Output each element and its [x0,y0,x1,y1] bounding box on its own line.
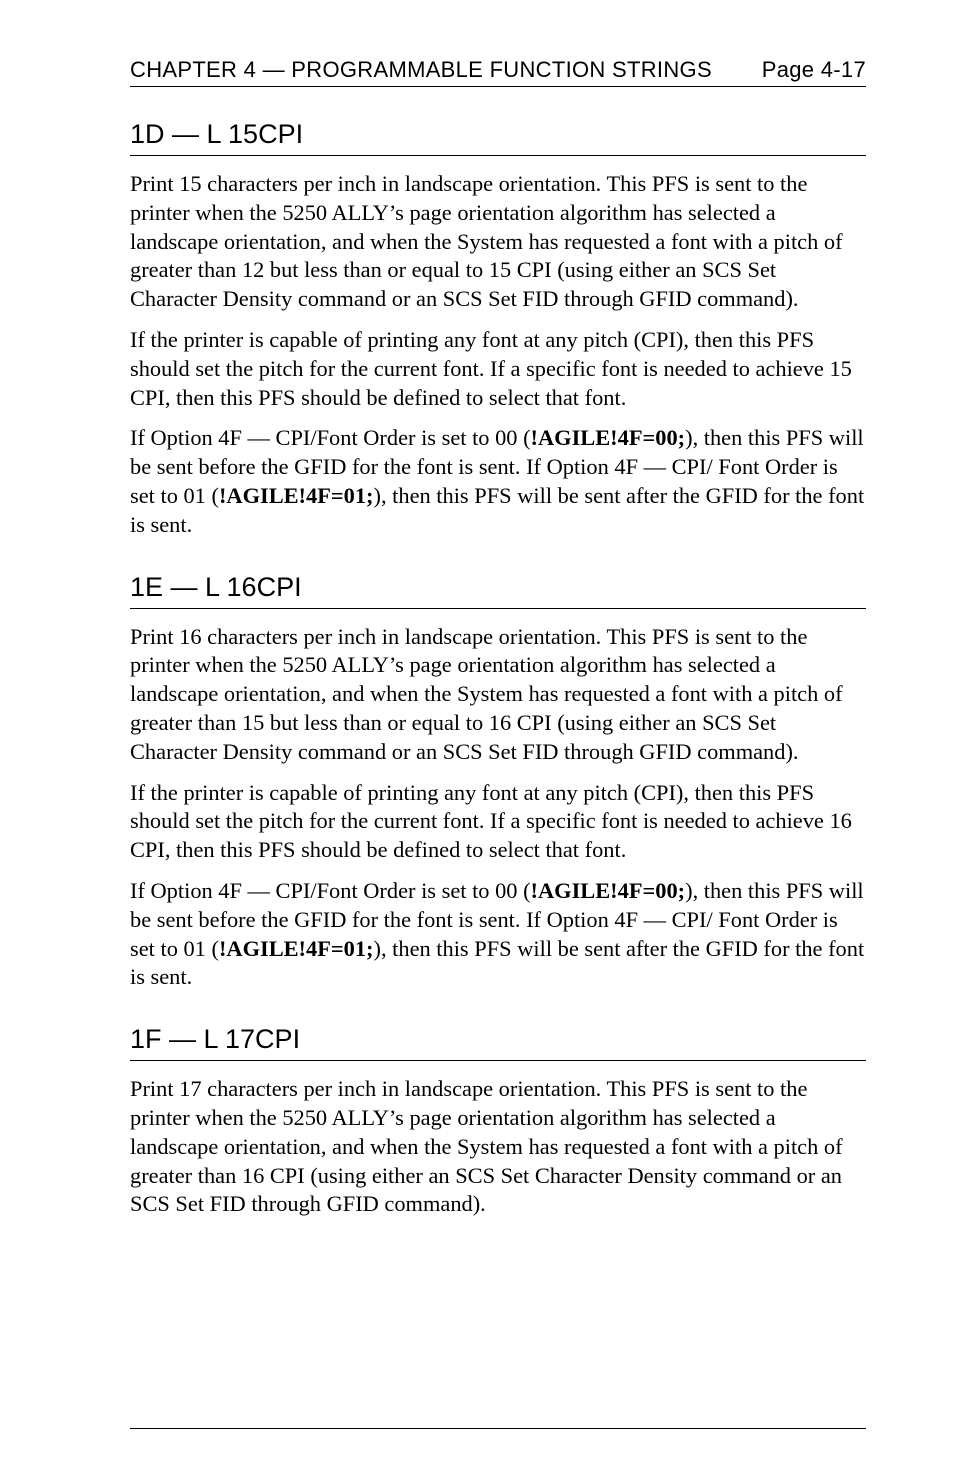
running-header [130,56,866,87]
command-code: !AGILE!4F=00; [530,877,686,903]
text-run: ), then this PFS will be sent before the GFID for the font is sent. If Option 4F — CPI/ Font Order is set to 01 ( [130,877,864,961]
section-1e [130,570,866,993]
paragraph [130,877,866,992]
paragraph: If the printer is capable of printing any font at any pitch (CPI), then this PFS should set the pitch for the current font. If a specific font is needed to achieve 15 CPI, then this PFS should be defined to select that font. [130,326,852,410]
page-number: Page 4-17 [761,57,866,82]
section-1f [130,1022,866,1219]
section-title: 1E — L 16CPI [130,570,866,609]
paragraph: Print 17 characters per inch in landscape orientation. This PFS is sent to the printer when the 5250 ALLY’s page orientation algorithm has selected a landscape orientation, and when the System has requested a font with a pitch of greater than 16 CPI (using either an SCS Set Character Density command or an SCS Set FID through GFID command). [130,1076,843,1217]
text-run: If Option 4F — CPI/Font Order is set to 00 ( [130,877,531,903]
text-run: ), then this PFS will be sent after the GFID for the font is sent. [130,935,865,990]
paragraph: Print 15 characters per inch in landscape orientation. This PFS is sent to the printer when the 5250 ALLY’s page orientation algorithm has selected a landscape orientation, and when the System has requested a font with a pitch of greater than 12 but less than or equal to 15 CPI (using either an SCS Set Character Density command or an SCS Set FID through GFID command). [130,171,843,312]
command-code: !AGILE!4F=01; [218,482,374,508]
paragraph [130,424,866,539]
document-page [130,56,866,1219]
chapter-title: CHAPTER 4 — PROGRAMMABLE FUNCTION STRINGS [130,57,712,82]
text-run: ), then this PFS will be sent after the GFID for the font is sent. [130,482,865,537]
section-title: 1F — L 17CPI [130,1022,866,1061]
command-code: !AGILE!4F=01; [218,935,374,961]
section-1d [130,117,866,540]
text-run: If Option 4F — CPI/Font Order is set to 00 ( [130,425,531,451]
paragraph: If the printer is capable of printing any font at any pitch (CPI), then this PFS should set the pitch for the current font. If a specific font is needed to achieve 16 CPI, then this PFS should be defined to select that font. [130,779,852,863]
text-run: ), then this PFS will be sent before the GFID for the font is sent. If Option 4F — CPI/ Font Order is set to 01 ( [130,425,864,508]
paragraph: Print 16 characters per inch in landscape orientation. This PFS is sent to the printer when the 5250 ALLY’s page orientation algorithm has selected a landscape orientation, and when the System has requested a font with a pitch of greater than 15 but less than or equal to 16 CPI (using either an SCS Set Character Density command or an SCS Set FID through GFID command). [130,623,843,764]
section-title: 1D — L 15CPI [130,117,866,156]
footer-rule [130,1428,866,1429]
command-code: !AGILE!4F=00; [530,425,686,451]
